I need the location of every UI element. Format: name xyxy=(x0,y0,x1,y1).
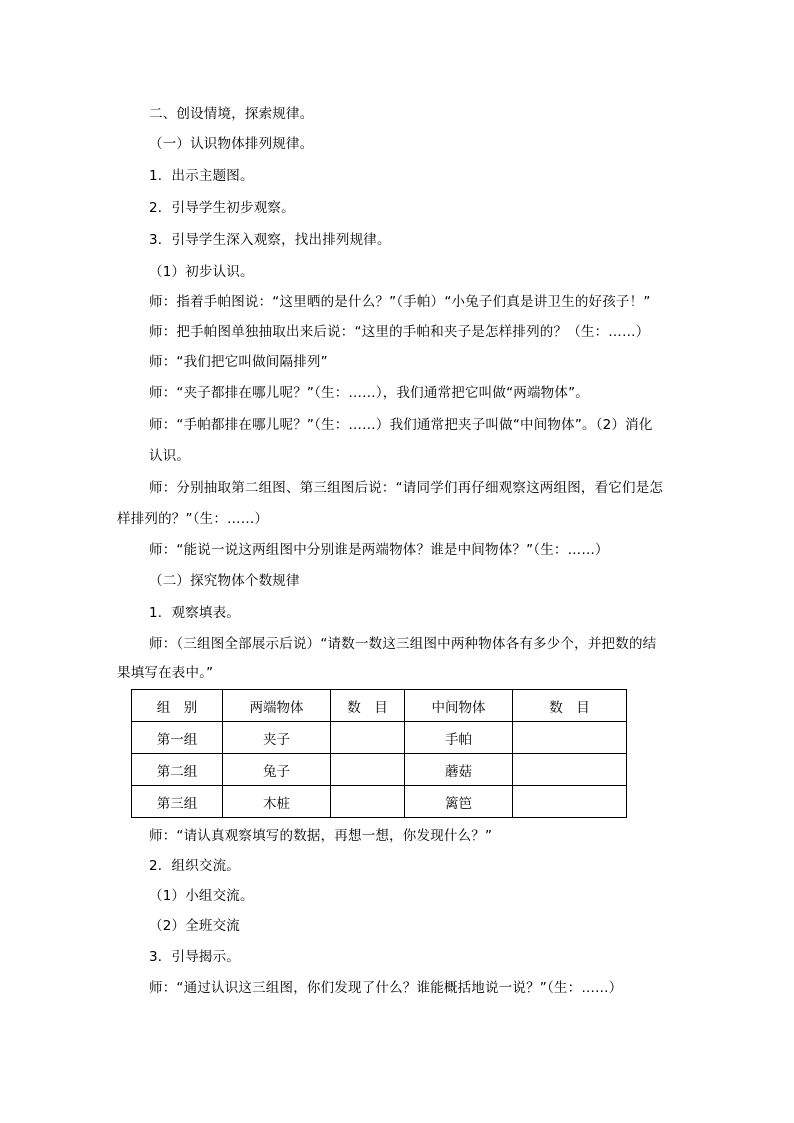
paragraph-line: 果填写在表中。” xyxy=(117,665,214,681)
paragraph-line: 认识。 xyxy=(149,448,191,464)
table-cell: 夹子 xyxy=(223,722,331,754)
table-cell-empty xyxy=(331,786,405,818)
step-item: 1．观察填表。 xyxy=(149,605,240,621)
subsection-heading: （二）探究物体个数规律 xyxy=(149,573,300,589)
paragraph-line: 师：（三组图全部展示后说）“请数一数这三组图中两种物体各有多少个，并把数的结 xyxy=(149,636,657,652)
paragraph-line: 师：指着手帕图说：“这里晒的是什么？”（手帕）“小兔子们真是讲卫生的好孩子！” xyxy=(149,294,651,310)
paragraph-line: 师：“我们把它叫做间隔排列” xyxy=(149,354,328,370)
table-cell-empty xyxy=(513,722,627,754)
section-heading: 二、创设情境，探索规律。 xyxy=(149,106,314,122)
step-item: 3．引导学生深入观察，找出排列规律。 xyxy=(149,232,391,248)
table-row xyxy=(132,722,627,754)
observation-table xyxy=(131,689,627,818)
paragraph-line: 师：“夹子都排在哪儿呢？”（生：……），我们通常把它叫做“两端物体”。 xyxy=(149,385,589,401)
table-cell: 篱笆 xyxy=(405,786,513,818)
table-row xyxy=(132,786,627,818)
step-item: 1．出示主题图。 xyxy=(149,168,254,184)
step-item: 2．引导学生初步观察。 xyxy=(149,200,295,216)
table-header-cell: 数 目 xyxy=(331,690,405,722)
sub-step-item: （2）全班交流 xyxy=(149,918,240,934)
sub-step-item: （1）初步认识。 xyxy=(149,264,254,280)
table-cell: 手帕 xyxy=(405,722,513,754)
table-header-cell: 组 别 xyxy=(132,690,223,722)
paragraph-line: 师：把手帕图单独抽取出来后说：“这里的手帕和夹子是怎样排列的？（生：……） xyxy=(149,324,650,340)
sub-step-item: （1）小组交流。 xyxy=(149,888,254,904)
table-cell: 木桩 xyxy=(223,786,331,818)
table-header-cell: 中间物体 xyxy=(405,690,513,722)
table-cell-empty xyxy=(513,786,627,818)
paragraph-line: 师：“请认真观察填写的数据，再想一想，你发现什么？” xyxy=(149,828,493,844)
paragraph-line: 师：“手帕都排在哪儿呢？”（生：……）我们通常把夹子叫做“中间物体”。（2）消化 xyxy=(149,417,653,433)
table-header-row xyxy=(132,690,627,722)
table-cell-empty xyxy=(331,722,405,754)
table-header-cell: 数 目 xyxy=(513,690,627,722)
table-cell: 蘑菇 xyxy=(405,754,513,786)
subsection-heading: （一）认识物体排列规律。 xyxy=(149,136,314,152)
table-cell-empty xyxy=(331,754,405,786)
table-header-cell: 两端物体 xyxy=(223,690,331,722)
paragraph-line: 师：分别抽取第二组图、第三组图后说：“请同学们再仔细观察这两组图，看它们是怎 xyxy=(149,480,664,496)
paragraph-line: 样排列的？”（生：……） xyxy=(117,511,269,527)
table-cell: 第一组 xyxy=(132,722,223,754)
table-cell: 第三组 xyxy=(132,786,223,818)
table-row xyxy=(132,754,627,786)
table-cell: 兔子 xyxy=(223,754,331,786)
step-item: 3．引导揭示。 xyxy=(149,949,240,965)
paragraph-line: 师：“通过认识这三组图，你们发现了什么？谁能概括地说一说？”（生：……） xyxy=(149,980,623,996)
paragraph-line: 师：“能说一说这两组图中分别谁是两端物体？谁是中间物体？”（生：……） xyxy=(149,542,609,558)
table-cell-empty xyxy=(513,754,627,786)
step-item: 2．组织交流。 xyxy=(149,858,240,874)
table-cell: 第二组 xyxy=(132,754,223,786)
